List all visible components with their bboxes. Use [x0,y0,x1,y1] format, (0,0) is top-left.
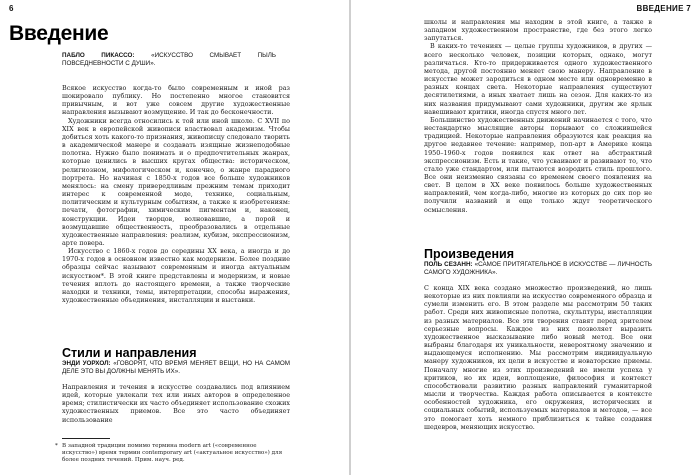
footnote-text: В западной традиции помимо термина modern art («современное искусство») время термин contemporary art («актуальное искусство») для более поздних течений. Прим. науч. ред. [62,443,283,464]
left-page-number: 6 [9,4,14,13]
left-section [62,347,290,424]
section-epigraph-author: ПОЛЬ СЕЗАНН: [424,261,473,268]
running-head-title: ВВЕДЕНИЕ [636,4,684,13]
footnote-mark: * [55,443,58,449]
paragraph: Художники всегда относились к той или иной школе. С XVII по XIX век в европейской живописи властвовал академизм. Чтобы добиться хоть какого-то признания, живописцу следовало творить в академической манере и создавать изящные жизнеподобные полотна. Нужно было понимать и о предпочтительных жанрах, которые ценились в высших кругах общества: историческом, религиозном, мифологическом и, конечно, о жанре парадного портрета. Но начиная с 1850-х годов все больше художников менялось: на смену привередливым прежним темам приходит интерес к современной моде, технике, социальным, политическим и культурным событиям, а также к изобретениям: печати, фотографии, химическим пигментам и, наконец, конструкции. Идеи творцов, волновавшие, а порой и возмущавшие общественность, преобразовались в отдельные художественные направления: реализм, кубизм, экспрессионизм, арте повера. [62,116,290,247]
epigraph-author: ПАБЛО ПИКАССО: [62,52,135,59]
section-epigraph-author: ЭНДИ УОРХОЛ: [62,360,111,367]
section-epigraph-text: «САМОЕ ПРИТЯГАТЕЛЬНОЕ В ИСКУССТВЕ — ЛИЧНОСТЬ САМОГО ХУДОЖНИКА». [424,261,652,276]
right-page [351,0,700,475]
paragraph: школы и направления мы находим в этой книге, а также в западном художественном пространстве, где без этого легко запутаться. [424,18,652,43]
section-paragraph: С конца XIX века создано множество произведений, но лишь некоторые из них повлияли на искусство современного образца и сумели изменить его. В этом разделе мы рассмотрим 50 таких работ. Среди них живописные полотна, скульптуры, инсталляции из разных материалов. Все эти творения ставят перед зрителем серьезные вопросы. Каждое из них позволяет выразить художественное высказывание либо новый метод. Все они выбраны благодаря их уникальности, невероятному значению и выдающемуся исполнению. Мы рассмотрим индивидуальную манеру художников, их цели в искусстве и новаторские приемы. Поначалу многие из этих произведений не имели успеха у критиков, но их идеи, воплощение, философия и контекст способствовали развитию разных направлений гуманитарной мысли и творчества. Каждая работа описывается в контексте особенностей художника, его окружения, исторических и социальных событий, используемых материалов и методов, — все это помогает хоть немного приблизиться к тайне создания шедевров, меняющих искусство. [424,284,652,431]
section-title: Стили и направления [62,346,197,360]
paragraph: Всякое искусство когда-то было современным и иной раз шокировало публику. Но постепенно многое становится привычным, и вот уже совсем другие художественные направления вызывают возмущение. И так до бесконечности. [62,84,290,117]
running-head [637,4,691,13]
paragraph: Большинство художественных движений начинается с того, что нестандартно мыслящие авторы порывают со сложившейся традицией. Некоторые направления образуются как реакция на другое недавнее течение: например, поп-арт в Америке конца 1950–1960-х годов появился как ответ на абстрактный экспрессионизм. Есть и такие, что усваивают и развивают то, что стало уже стандартом, или пытаются возродить стиль прошлого. Все они неизменно связаны со временем своего появления на свет. В целом в XX веке появилось больше художественных направлений, чем когда-либо, многие из которых до сих пор не получили названий и еще только ждут теоретического осмысления. [424,115,652,214]
section-epigraph [424,261,652,277]
right-page-number: 7 [686,4,691,13]
left-body [62,84,290,304]
section-epigraph-text: «ГОВОРЯТ, ЧТО ВРЕМЯ МЕНЯЕТ ВЕЩИ, НО НА САМОМ ДЕЛЕ ЭТО ВЫ ДОЛЖНЫ МЕНЯТЬ ИХ». [62,360,291,375]
paragraph: Искусство с 1860-х годов до середины XX века, а иногда и до 1970-х годов в основном известно как модернизм. Более поздние образцы сейчас называют современным и иногда актуальным искусством*. В этой книге представлены и модернизм, и новые течения вплоть до настоящего времени, а также творческие находки и техники, темы, интерпретации, способы выражения, художественные объединения, инсталляции и выставки. [62,247,290,305]
left-epigraph [62,52,276,68]
right-body [424,18,652,214]
section-paragraph: Направления и течения в искусстве создавались под влиянием идей, которые увлекали тех или иных авторов в определенное время; стилистически их часто объединяет использование схожих художественных приемов. Все это часто объединяет использование [62,383,290,424]
right-section [424,248,652,431]
epigraph-text: «ИСКУССТВО СМЫВАЕТ ПЫЛЬ ПОВСЕДНЕВНОСТИ С ДУШИ». [62,52,276,67]
paragraph: В каких-то течениях — целые группы художников, в других — всего несколько человек, позиции которых, однако, могут различаться. Кто-то придерживается одного художественного метода, другой постоянно меняет свою манеру. Направление в искусстве может зародиться в одном месте или одновременно в разных концах света. Некоторые направления существуют десятилетиями, а иных хватает лишь на сезон. Для каких-то из них названия придумывают сами художники, другим же ярлык навешивают критики, иногда спустя много лет. [424,42,652,116]
left-page [0,0,349,475]
footnote-divider [62,438,110,439]
footnote [55,443,290,464]
section-epigraph [62,360,290,376]
page-title: Введение [9,22,109,45]
section-title: Произведения [424,247,515,261]
